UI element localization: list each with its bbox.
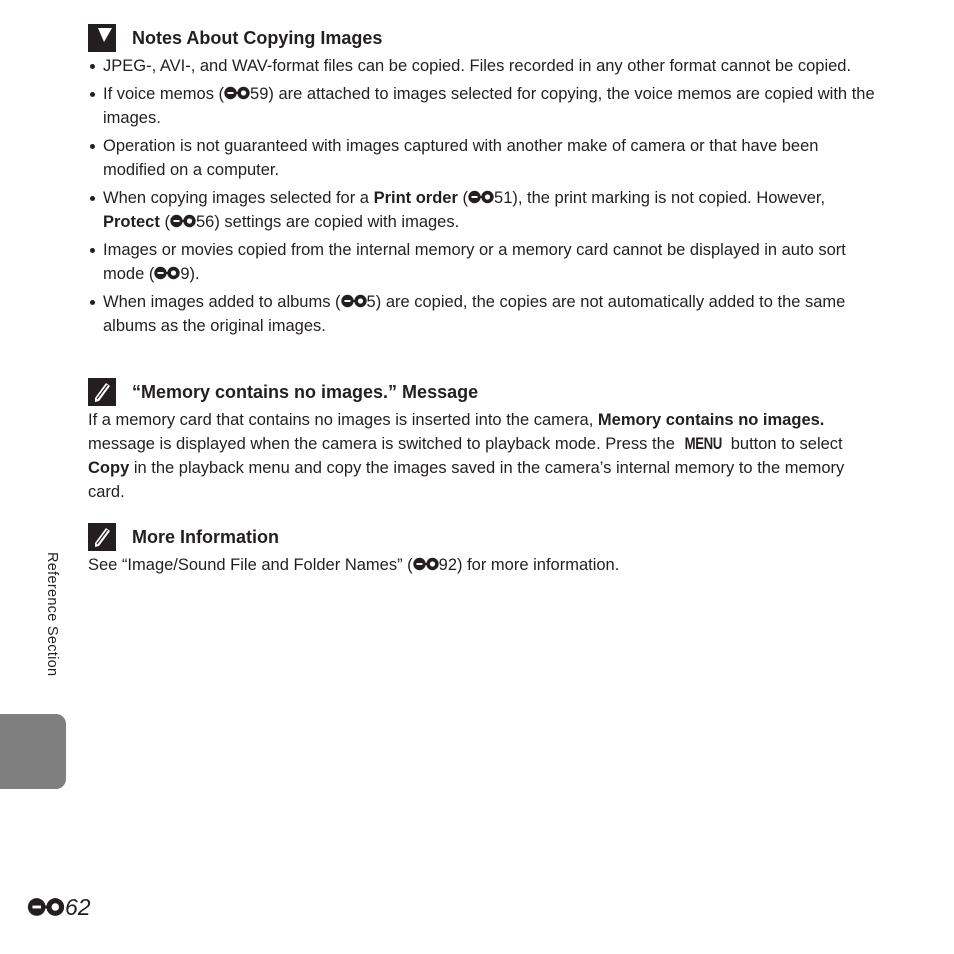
notes-copying-title: Notes About Copying Images [132, 28, 383, 48]
list-item: JPEG-, AVI-, and WAV-format files can be copied. Files recorded in any other format cannot be copied. [88, 54, 878, 78]
memory-message-header [88, 378, 878, 408]
more-info-text: See “Image/Sound File and Folder Names” ( 92) for more information. [88, 556, 620, 574]
more-info-header [88, 523, 878, 553]
e-reference-icon [341, 294, 367, 308]
page-number: 62 [27, 893, 91, 921]
memory-message-text: If a memory card that contains no images is inserted into the camera, Memory contains no images. message is displayed when the camera is switched to playback mode. Press the MENU button to select Copy in the playback menu and copy the images saved in the camera’s internal memory to the memory card. [88, 411, 845, 501]
more-info-title: More Information [132, 527, 279, 547]
sidebar-section-label: Reference Section [44, 552, 60, 677]
e-reference-icon [224, 86, 250, 100]
memory-message-section [88, 378, 878, 504]
list-item: If voice memos ( 59) are attached to images selected for copying, the voice memos are copied with the images. [88, 82, 878, 130]
check-mark-icon [88, 24, 116, 52]
e-reference-icon [468, 190, 494, 204]
pencil-note-icon [88, 523, 116, 551]
e-reference-icon [413, 557, 439, 571]
e-reference-icon [27, 897, 65, 917]
e-reference-icon [154, 266, 180, 280]
menu-button-glyph: MENU [684, 435, 722, 453]
list-item: Images or movies copied from the internal memory or a memory card cannot be displayed in auto sort mode ( 9). [88, 238, 878, 286]
section-tab [0, 714, 66, 789]
list-item: Operation is not guaranteed with images captured with another make of camera or that have been modified on a computer. [88, 134, 878, 182]
e-reference-icon [170, 214, 196, 228]
notes-copying-list [88, 54, 878, 338]
list-item: When copying images selected for a Print order ( 51), the print marking is not copied. However, Protect ( 56) settings are copied with images. [88, 186, 878, 234]
memory-message-title: “Memory contains no images.” Message [132, 382, 479, 402]
list-item: When images added to albums ( 5) are copied, the copies are not automatically added to the same albums as the original images. [88, 290, 878, 338]
notes-copying-section [88, 24, 878, 342]
notes-copying-header [88, 24, 878, 54]
pencil-note-icon [88, 378, 116, 406]
more-info-section [88, 523, 878, 577]
